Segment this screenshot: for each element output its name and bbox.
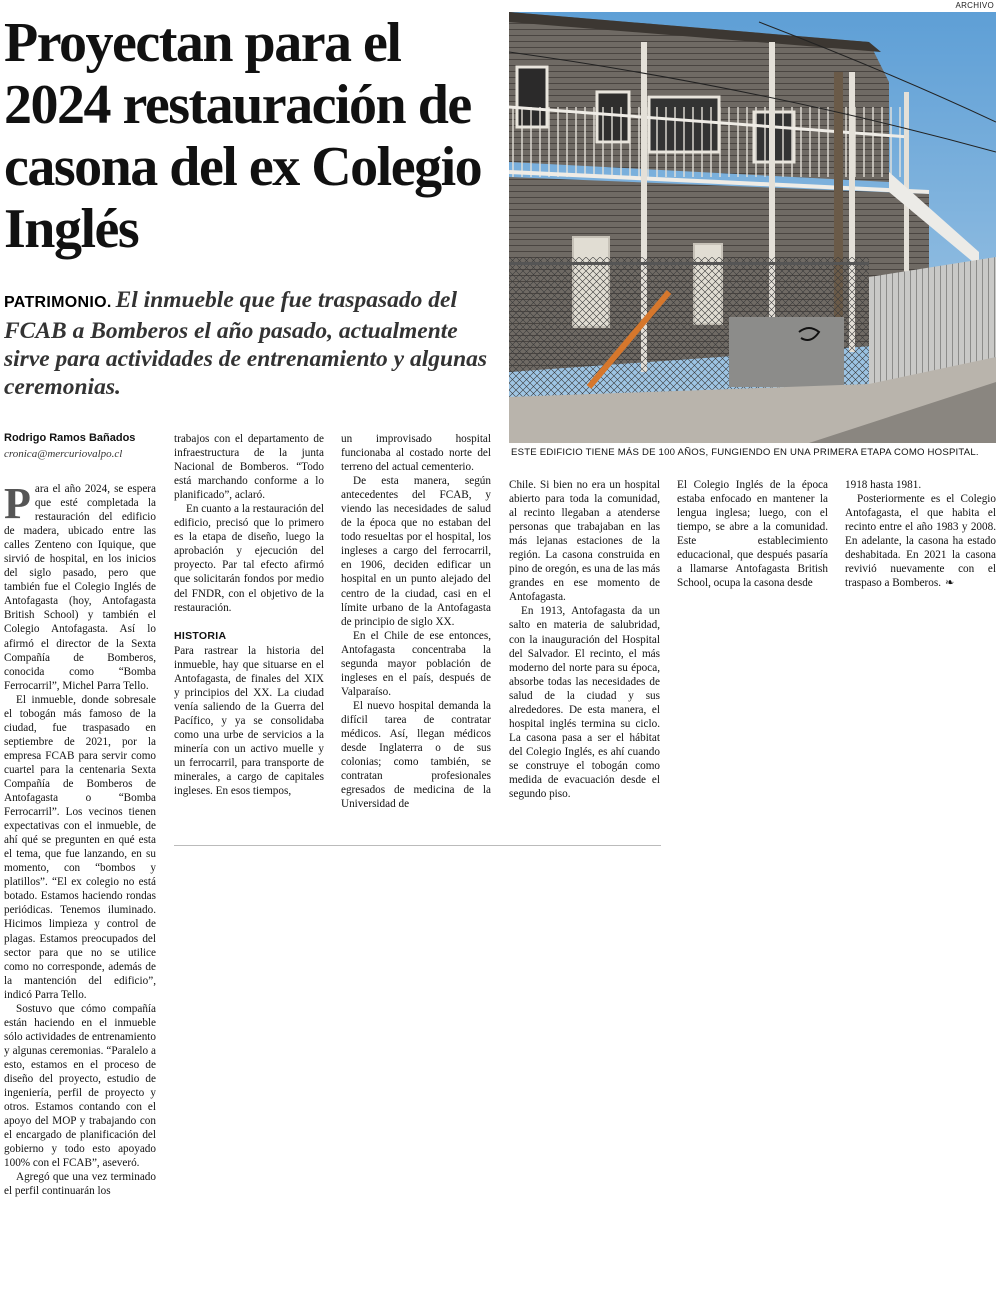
photo-caption: ESTE EDIFICIO TIENE MÁS DE 100 AÑOS, FUNGIENDO EN UNA PRIMERA ETAPA COMO HOSPITAL. bbox=[511, 447, 979, 458]
paragraph: trabajos con el departamento de infraestructura de la junta Nacional de Bomberos. “Todo está marchando conforme a lo planificado”, aclaró. bbox=[174, 433, 324, 502]
paragraph: Sostuvo que cómo compañía están haciendo en el inmueble sólo actividades de entrenamiento y algunas ceremonias. “Paralelo a esto, estamos en el proceso de diseño del proyecto, estudio de ingeniería, perfil de proyecto y otros. Estamos contando con el apoyo del MOP y trabajando con el encargado de planificación del gobierno y todo esto apoyado 100% con el FCAB”, aseveró. bbox=[4, 1002, 156, 1170]
deck-text: El inmueble que fue traspasado del FCAB a Bomberos el año pasado, actualmente sirve para actividades de entrenamiento y algunas ceremonias. bbox=[4, 287, 488, 400]
column-divider bbox=[174, 845, 661, 846]
headline: Proyectan para el 2024 restauración de casona del ex Colegio Inglés bbox=[4, 12, 482, 260]
paragraph: Chile. Si bien no era un hospital abierto para toda la comunidad, al recinto llegaban a atenderse personas que trabajaban en las más lejanas estaciones de la región. La casona construida en pino de oregón, es una de las más grandes en ese momento de Antofagasta. bbox=[509, 479, 660, 604]
article-photo bbox=[509, 12, 996, 443]
article-column-5 bbox=[677, 478, 828, 590]
deck-kicker: PATRIMONIO. bbox=[4, 294, 112, 311]
paragraph: El inmueble, donde sobresale el tobogán más famoso de la ciudad, fue traspasado en septiembre de 2021, por la empresa FCAB para servir como cuartel para la centenaria Sexta Compañía de Bomberos de Antofagasta o “Bomba Ferrocarril”. Los vecinos tienen expectativas con el inmueble, de ahí qué se pregunten en qué esta el tema, que fue lanzando, en su momento, con “bombos y platillos”. “El ex colegio no está botado. Estamos haciendo rondas periódicas. Tenemos iluminado. Hicimos limpieza y control de plagas. Estamos preocupados del sector para que no se utilice como no corresponde, además de la mantención del edificio”, indicó Parra Tello. bbox=[4, 693, 156, 1001]
paragraph: un improvisado hospital funcionaba al costado norte del terreno del actual cementerio. bbox=[341, 433, 491, 474]
photo-credit: ARCHIVO bbox=[955, 1, 994, 10]
paragraph: De esta manera, según antecedentes del FCAB, y viendo las necesidades de salud de la época que no estaban del todo resueltas por el hospital, los ingleses a cargo del ferrocarril, en 1906, deciden edificar un hospital en un punto alejado del centro de la ciudad, casi en el límite urbano de la Antofagasta de principio de siglo XX. bbox=[341, 475, 491, 628]
paragraph: En cuanto a la restauración del edificio, precisó que lo primero es la etapa de diseño, luego la aprobación y ejecución del proyecto. Par tal efecto afirmó que solicitarán fondos por medio del FNDR, con el objetivo de la restauración. bbox=[174, 503, 324, 614]
paragraph: Agregó que una vez terminado el perfil continuarán los bbox=[4, 1171, 156, 1198]
paragraph: 1918 hasta 1981. bbox=[845, 479, 922, 491]
end-mark-icon: ❧ bbox=[945, 576, 955, 590]
deck bbox=[4, 286, 499, 401]
article-column-6 bbox=[845, 478, 996, 590]
article-column-1 bbox=[4, 479, 156, 1198]
dropcap: P bbox=[4, 479, 31, 528]
article-column-2 bbox=[174, 432, 324, 798]
paragraph: En 1913, Antofagasta da un salto en materia de salubridad, con la inauguración del Hospital del Salvador. El recinto, el más moderno del norte para su época, absorbe todas las necesidades de salud de la ciudad y sus alrededores. De esta manera, el hospital inglés termina su ciclo. La casona pasa a ser el hábitat del Colegio Inglés, es ahí cuando se construye el tobogán como medida de evacuación desde el segundo piso. bbox=[509, 605, 660, 801]
paragraph: Posteriormente es el Colegio Antofagasta, el que habita el recinto entre el año 1983 y 2008. En adelante, la casona ha estado deshabitada. En 2021 la casona revivió nuevamente con el traspaso a Bomberos. ❧ bbox=[845, 493, 996, 590]
paragraph: En el Chile de ese entonces, Antofagasta concentraba la segunda mayor población de ingleses en el país, después de Valparaíso. bbox=[341, 629, 491, 698]
paragraph: Para el año 2024, se espera que esté completada la restauración del edificio de madera, ubicado entre las calles Zenteno con Iquique, que sirvió de hospital, en los inicios del siglo pasado, pero que también fue el Colegio Inglés de Antofagasta (hoy, Antofagasta British School) y también el Colegio Antofagasta. Así lo afirmó el director de la Sexta Compañía de Bomberos, conocida como “Bomba Ferrocarril”, Michel Parra Tello. bbox=[4, 479, 156, 692]
section-heading: HISTORIA bbox=[174, 629, 227, 642]
byline-email: cronica@mercuriovalpo.cl bbox=[4, 448, 123, 460]
paragraph: Para rastrear la historia del inmueble, hay que situarse en el Antofagasta, de finales del XIX y principios del XX. La ciudad venía saliendo de la Guerra del Pacífico, y ya se consolidaba como una urbe de servicios a la minería con un activo muelle y un ferrocarril, para transporte de minerales, a cargo de capitales ingleses. En esos tiempos, bbox=[174, 644, 324, 798]
article-column-4 bbox=[509, 478, 660, 801]
paragraph: El Colegio Inglés de la época estaba enfocado en mantener la lengua inglesa; luego, con el tiempo, se abre a la comunidad. Este establecimiento educacional, que después pasaría a llamarse Antofagasta British School, ocupa la casona desde bbox=[677, 479, 828, 590]
article-column-3 bbox=[341, 432, 491, 811]
paragraph: El nuevo hospital demanda la difícil tarea de contratar médicos. Así, llegan médicos desde Inglaterra o de sus colonias; como también, se contratan profesionales egresados de medicina de la Universidad de bbox=[341, 699, 491, 811]
byline-name: Rodrigo Ramos Bañados bbox=[4, 432, 136, 444]
